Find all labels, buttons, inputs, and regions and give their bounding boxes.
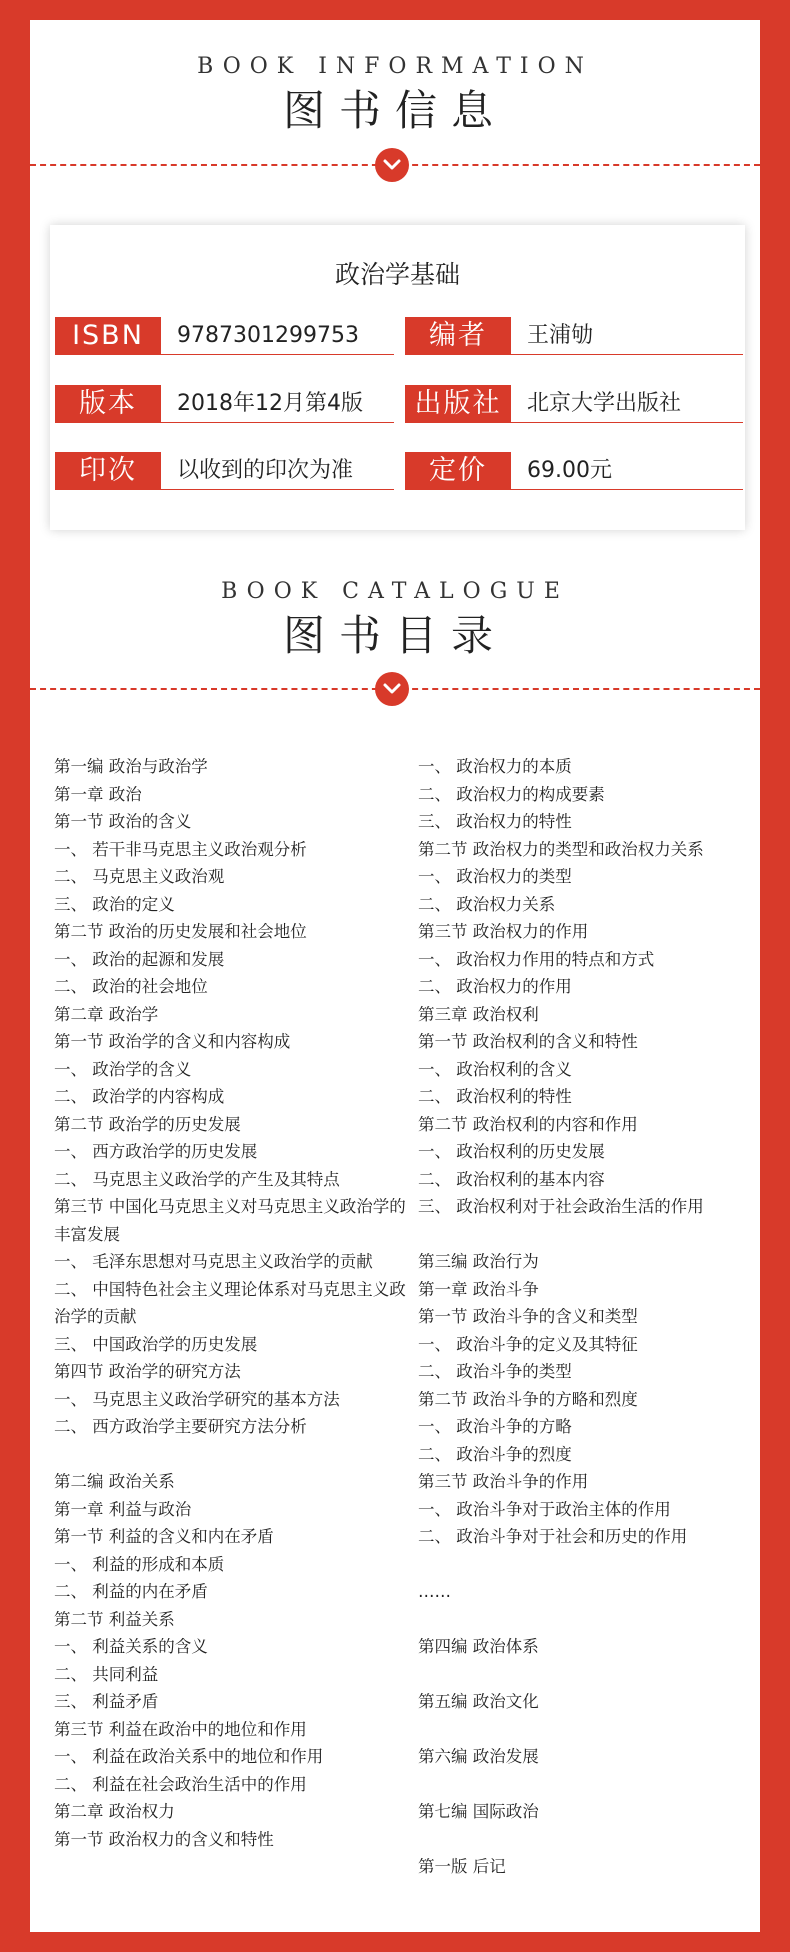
catalogue-item: 二、 马克思主义政治观 bbox=[54, 867, 225, 886]
catalogue-item: 二、 共同利益 bbox=[54, 1664, 159, 1684]
catalogue-item: 一、 政治学的含义 bbox=[54, 1059, 192, 1079]
catalogue-item: 三、 政治的定义 bbox=[54, 894, 175, 914]
catalogue-item: 一、 政治斗争的定义及其特征 bbox=[418, 1334, 638, 1354]
catalogue-item: 第一节 政治权利的含义和特性 bbox=[418, 1032, 638, 1051]
catalogue-item: 第二节 政治的历史发展和社会地位 bbox=[54, 922, 307, 941]
catalogue-item: 第三编 政治行为 bbox=[418, 1252, 539, 1271]
catalogue-item: 一、 若干非马克思主义政治观分析 bbox=[54, 839, 307, 859]
catalogue-item: 第二章 政治权力 bbox=[54, 1802, 175, 1821]
catalogue-item: 一、 利益关系的含义 bbox=[54, 1637, 208, 1656]
catalogue-item: 第二节 政治学的历史发展 bbox=[54, 1114, 241, 1134]
catalogue-item: 二、 利益的内在矛盾 bbox=[54, 1582, 208, 1601]
catalogue-spacer bbox=[54, 1441, 409, 1469]
editor-value: 王浦劬 bbox=[511, 317, 743, 355]
catalogue-item: 二、 政治权利的基本内容 bbox=[418, 1169, 605, 1189]
book-info-divider bbox=[30, 148, 760, 182]
publisher-label: 出版社 bbox=[405, 385, 511, 423]
book-info-cn-title: 图书信息 bbox=[282, 86, 507, 135]
printing-value: 以收到的印次为准 bbox=[161, 452, 394, 490]
catalogue-item: 三、 政治权力的特性 bbox=[418, 812, 572, 831]
catalogue-item: 二、 政治学的内容构成 bbox=[54, 1087, 225, 1106]
catalogue-item: 第五编 政治文化 bbox=[418, 1692, 539, 1711]
catalogue-right-column bbox=[418, 753, 753, 1881]
catalogue-item: 第六编 政治发展 bbox=[418, 1747, 539, 1766]
catalogue-spacer bbox=[418, 1826, 753, 1854]
catalogue-item: 二、 政治的社会地位 bbox=[54, 977, 208, 996]
catalogue-item: 第二节 利益关系 bbox=[54, 1609, 175, 1629]
catalogue-item: 第三节 中国化马克思主义对马克思主义政治学的丰富发展 bbox=[54, 1197, 406, 1244]
catalogue-divider bbox=[30, 672, 760, 706]
catalogue-item: 一、 利益的形成和本质 bbox=[54, 1554, 225, 1574]
catalogue-item: 第一版 后记 bbox=[418, 1857, 506, 1876]
catalogue-en-title: BOOK CATALOGUE bbox=[221, 579, 569, 604]
catalogue-item: 三、 利益矛盾 bbox=[54, 1692, 159, 1711]
catalogue-item: 第一编 政治与政治学 bbox=[54, 757, 208, 776]
catalogue-item: 第一节 政治斗争的含义和类型 bbox=[418, 1307, 638, 1326]
catalogue-header bbox=[30, 577, 760, 661]
catalogue-item: 二、 政治权力的构成要素 bbox=[418, 784, 605, 804]
catalogue-item: 二、 马克思主义政治学的产生及其特点 bbox=[54, 1169, 340, 1189]
isbn-value: 9787301299753 bbox=[161, 317, 394, 355]
catalogue-spacer bbox=[418, 1716, 753, 1744]
catalogue-item: 二、 中国特色社会主义理论体系对马克思主义政治学的贡献 bbox=[54, 1279, 406, 1326]
catalogue-item: 第四节 政治学的研究方法 bbox=[54, 1362, 241, 1381]
price-value: 69.00元 bbox=[511, 452, 743, 490]
catalogue-item: 二、 政治斗争对于社会和历史的作用 bbox=[418, 1527, 688, 1546]
catalogue-item: 三、 中国政治学的历史发展 bbox=[54, 1334, 258, 1354]
catalogue-item: 第一节 政治学的含义和内容构成 bbox=[54, 1032, 291, 1051]
edition-value: 2018年12月第4版 bbox=[161, 385, 394, 423]
catalogue-item: 一、 毛泽东思想对马克思主义政治学的贡献 bbox=[54, 1252, 373, 1271]
catalogue-item: 第二编 政治关系 bbox=[54, 1472, 175, 1491]
editor-label: 编者 bbox=[405, 317, 511, 355]
catalogue-item: 二、 政治斗争的烈度 bbox=[418, 1444, 572, 1464]
chevron-down-icon bbox=[375, 148, 409, 182]
book-info-card bbox=[50, 225, 745, 530]
catalogue-spacer bbox=[418, 1661, 753, 1689]
catalogue-item: 第四编 政治体系 bbox=[418, 1637, 539, 1656]
catalogue-spacer bbox=[418, 1771, 753, 1799]
catalogue-item: 第三节 政治权力的作用 bbox=[418, 922, 589, 941]
catalogue-item: 一、 政治权力的本质 bbox=[418, 757, 572, 776]
catalogue-item: 第一章 政治斗争 bbox=[418, 1279, 539, 1299]
catalogue-spacer bbox=[418, 1551, 753, 1579]
book-title: 政治学基础 bbox=[334, 260, 460, 289]
printing-label: 印次 bbox=[55, 452, 161, 490]
catalogue-item: 二、 政治权利的特性 bbox=[418, 1087, 572, 1106]
price-label: 定价 bbox=[405, 452, 511, 490]
edition-label: 版本 bbox=[55, 385, 161, 423]
catalogue-item: 二、 政治权力关系 bbox=[418, 894, 556, 914]
catalogue-item: 一、 政治权力作用的特点和方式 bbox=[418, 949, 655, 969]
catalogue-cn-title: 图书目录 bbox=[282, 611, 507, 660]
page bbox=[30, 20, 760, 1932]
catalogue-item: 一、 利益在政治关系中的地位和作用 bbox=[54, 1747, 324, 1766]
catalogue-item: 第七编 国际政治 bbox=[418, 1802, 539, 1821]
catalogue-item: 第二节 政治权力的类型和政治权力关系 bbox=[418, 839, 704, 859]
catalogue-item: 一、 政治权力的类型 bbox=[418, 867, 572, 886]
catalogue-item: 第二节 政治权利的内容和作用 bbox=[418, 1114, 638, 1134]
catalogue-item: 二、 利益在社会政治生活中的作用 bbox=[54, 1774, 307, 1794]
catalogue-item: 一、 政治的起源和发展 bbox=[54, 949, 225, 969]
catalogue-item: 一、 马克思主义政治学研究的基本方法 bbox=[54, 1389, 340, 1409]
catalogue-item: …… bbox=[418, 1582, 451, 1601]
catalogue-item: 一、 政治斗争对于政治主体的作用 bbox=[418, 1499, 671, 1519]
catalogue-item: 第一节 政治权力的含义和特性 bbox=[54, 1829, 274, 1849]
catalogue-item: 第三节 利益在政治中的地位和作用 bbox=[54, 1719, 307, 1739]
catalogue-item: 第一节 利益的含义和内在矛盾 bbox=[54, 1527, 274, 1546]
book-info-en-title: BOOK INFORMATION bbox=[197, 54, 593, 79]
isbn-label: ISBN bbox=[55, 317, 161, 355]
catalogue-item: 三、 政治权利对于社会政治生活的作用 bbox=[418, 1197, 704, 1216]
catalogue-item: 第一章 利益与政治 bbox=[54, 1499, 192, 1519]
publisher-value: 北京大学出版社 bbox=[511, 385, 743, 423]
catalogue-item: 第二节 政治斗争的方略和烈度 bbox=[418, 1389, 638, 1409]
catalogue-item: 第二章 政治学 bbox=[54, 1004, 159, 1024]
chevron-down-icon bbox=[375, 672, 409, 706]
catalogue-spacer bbox=[418, 1606, 753, 1634]
catalogue-item: 第一章 政治 bbox=[54, 784, 142, 804]
catalogue-left-column bbox=[54, 753, 409, 1853]
book-info-header bbox=[30, 52, 760, 136]
catalogue-item: 第一节 政治的含义 bbox=[54, 812, 192, 831]
catalogue-item: 第三节 政治斗争的作用 bbox=[418, 1472, 589, 1491]
catalogue-item: 二、 西方政治学主要研究方法分析 bbox=[54, 1417, 307, 1436]
catalogue-item: 一、 西方政治学的历史发展 bbox=[54, 1142, 258, 1161]
catalogue-item: 第三章 政治权利 bbox=[418, 1004, 539, 1024]
catalogue-spacer bbox=[418, 1221, 753, 1249]
catalogue-item: 二、 政治权力的作用 bbox=[418, 977, 572, 996]
catalogue-item: 二、 政治斗争的类型 bbox=[418, 1362, 572, 1381]
catalogue-item: 一、 政治权利的含义 bbox=[418, 1059, 572, 1079]
catalogue-item: 一、 政治斗争的方略 bbox=[418, 1417, 572, 1436]
catalogue-item: 一、 政治权利的历史发展 bbox=[418, 1142, 605, 1161]
